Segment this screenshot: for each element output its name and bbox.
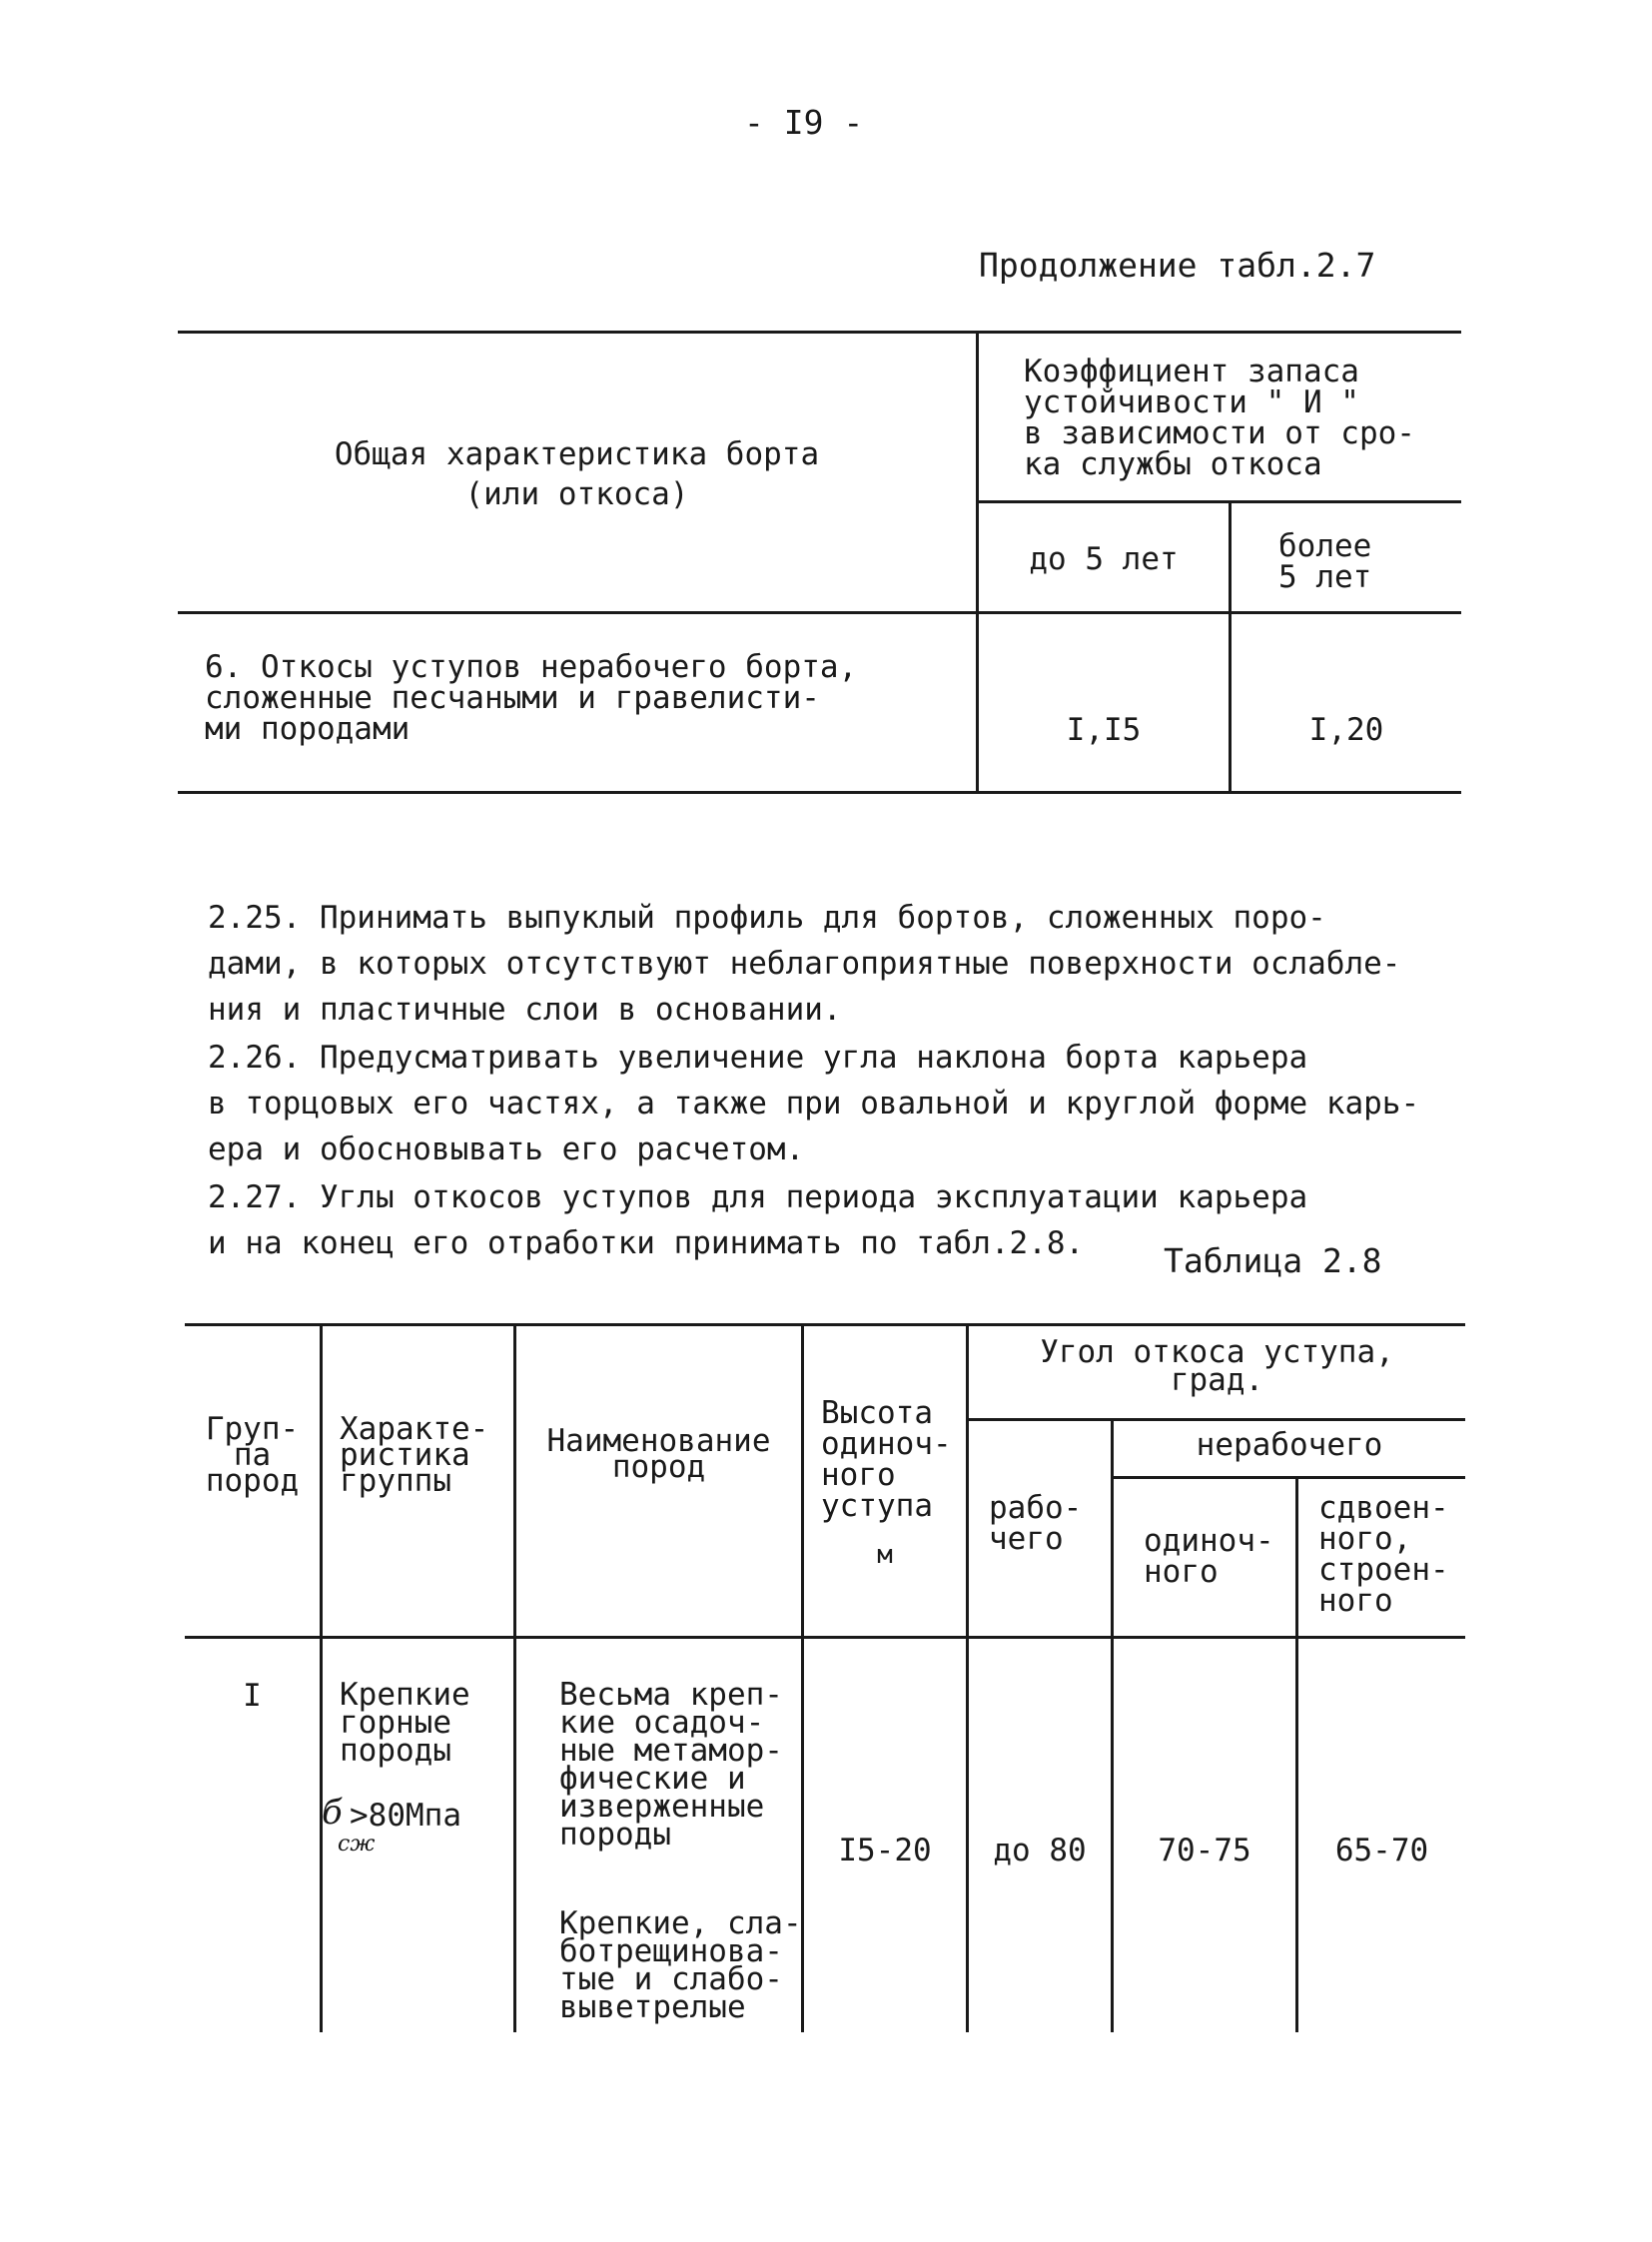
sigma-symbol: б (322, 1793, 343, 1833)
paragraph-text: 2.27. Углы откосов уступов для периода эксплуатации карьера и на конец его отработки принимать по табл.2.8. (208, 1179, 1308, 1261)
row-working-angle: до 80 (993, 1833, 1087, 1868)
header-stability-coefficient: Коэффициент запаса устойчивости " И " в зависимости от сро- ка службы откоса (1024, 354, 1415, 482)
strength-value: >80Мпа (350, 1798, 461, 1834)
row-bench-height: I5-20 (838, 1833, 932, 1868)
table-top-border (178, 331, 1461, 334)
header-single: одиноч- ного (1144, 1523, 1274, 1590)
row-rock-name-2: Крепкие, сла- ботрещинова- тые и слабо- выветрелые (559, 1905, 802, 2025)
column-divider (1111, 1418, 1114, 2032)
header-more-than-5-years: более 5 лет (1278, 528, 1372, 595)
column-divider (966, 1323, 969, 2032)
row-double-angle: 65-70 (1334, 1833, 1429, 1868)
column-divider (1295, 1476, 1298, 2032)
row-rock-name-1: Весьма креп- кие осадоч- ные метамор- фические и изверженные породы (559, 1677, 783, 1853)
table-2-8-title: Таблица 2.8 (1164, 1241, 1382, 1280)
row-group: I (243, 1678, 262, 1714)
row-single-angle: 70-75 (1158, 1833, 1251, 1868)
row-value-more-than-5-years: I,20 (1308, 712, 1384, 748)
header-double-triple: сдвоен- ного, строен- ного (1318, 1490, 1449, 1619)
header-up-to-5-years: до 5 лет (1029, 541, 1179, 577)
header-group-characteristic: Характе- ристика группы (340, 1411, 489, 1499)
header-rock-group: Груп- па пород (205, 1411, 300, 1499)
row-characteristic: Крепкие горные породы (340, 1677, 470, 1769)
column-divider (320, 1323, 323, 2032)
header-nonworking: нерабочего (1196, 1427, 1383, 1463)
page-number: - I9 - (744, 103, 864, 142)
header-rock-name: Наименование пород (546, 1423, 771, 1485)
header-slope-angle: Угол откоса уступа, град. (1040, 1334, 1394, 1398)
header-divider (969, 1418, 1465, 1421)
header-general-characteristic: Общая характеристика борта (или откоса) (334, 436, 820, 512)
header-bench-height-unit: м (877, 1540, 893, 1570)
table-bottom-border (178, 791, 1461, 794)
header-bench-height: Высота одиноч- ного уступа (821, 1395, 952, 1524)
header-divider (979, 500, 1461, 503)
row-value-up-to-5-years: I,I5 (1066, 712, 1142, 748)
header-bottom-border (185, 1636, 1465, 1639)
row-strength-criterion (322, 1793, 511, 1866)
table-top-border (185, 1323, 1465, 1326)
column-divider (1229, 500, 1232, 794)
header-bottom-border (178, 611, 1461, 614)
table-continuation-title: Продолжение табл.2.7 (979, 246, 1376, 285)
header-working: рабо- чего (989, 1490, 1083, 1557)
paragraph-text: 2.25. Принимать выпуклый профиль для бортов, сложенных поро- дами, в которых отсутствуют неблагоприятные поверхности ослабле- ния и пластичные слои в основании. (208, 900, 1401, 1028)
sigma-subscript: сж (338, 1832, 376, 1857)
row-description: 6. Откосы уступов нерабочего борта, сложенные песчаными и гравелисти- ми породами (205, 649, 858, 747)
header-divider (1114, 1476, 1465, 1479)
paragraph-text: 2.26. Предусматривать увеличение угла наклона борта карьера в торцовых его частях, а также при овальной и круглой форме карь- ера и обосновывать его расчетом. (208, 1040, 1420, 1167)
